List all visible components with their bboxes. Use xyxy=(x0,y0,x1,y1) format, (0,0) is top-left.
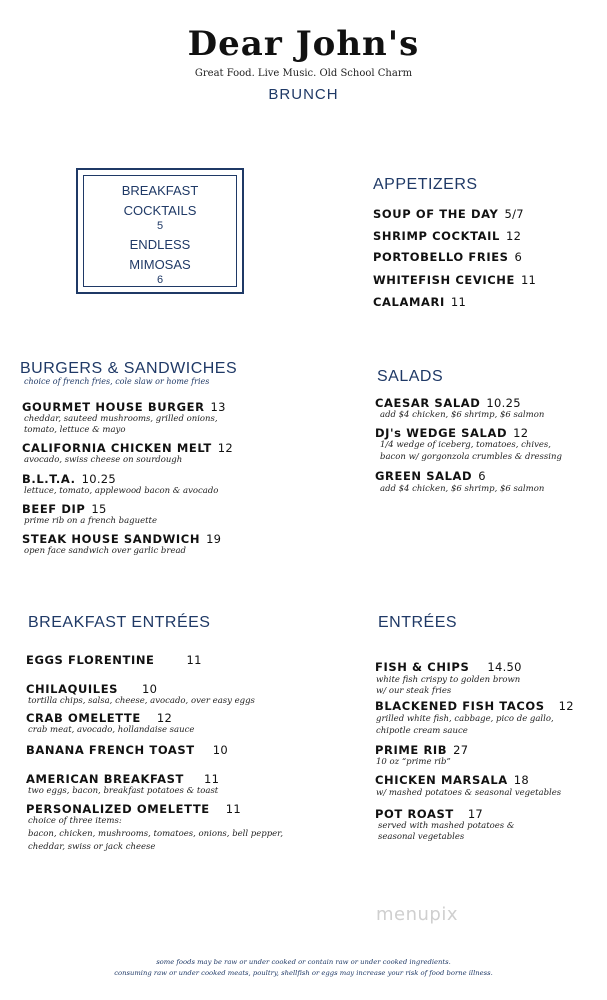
restaurant-title: Dear John's xyxy=(187,24,420,64)
item-description: avocado, swiss cheese on sourdough xyxy=(24,455,183,465)
menu-item xyxy=(373,250,522,264)
item-description: 1/4 wedge of iceberg, tomatoes, chives, xyxy=(380,440,551,450)
item-description: choice of three items: xyxy=(28,816,122,826)
special-line: COCKTAILS xyxy=(123,203,197,218)
appetizers-heading: APPETIZERS xyxy=(373,176,478,193)
menu-item xyxy=(373,295,466,309)
menu-item xyxy=(373,273,536,287)
item-description: w/ our steak fries xyxy=(376,686,452,696)
item-description: two eggs, bacon, breakfast potatoes & toast xyxy=(28,786,219,796)
item-price: 6 xyxy=(478,469,486,483)
item-price: 12 xyxy=(513,426,529,440)
item-description: open face sandwich over garlic bread xyxy=(24,546,186,556)
item-name: CALAMARI xyxy=(373,295,445,309)
item-name: CHILAQUILES xyxy=(26,682,119,696)
menu-item xyxy=(26,743,228,757)
item-name: CRAB OMELETTE xyxy=(26,711,141,725)
special-line: ENDLESS xyxy=(129,237,191,252)
menu-subtitle: BRUNCH xyxy=(268,86,339,103)
menu-item xyxy=(375,660,522,674)
item-price: 11 xyxy=(186,653,202,667)
item-price: 12 xyxy=(217,441,234,455)
item-description: add $4 chicken, $6 shrimp, $6 salmon xyxy=(380,484,545,494)
special-price: 6 xyxy=(156,274,164,286)
item-description: bacon w/ gorgonzola crumbles & dressing xyxy=(380,452,562,462)
item-name: FISH & CHIPS xyxy=(375,660,470,674)
menu-item xyxy=(375,743,468,757)
item-description: bacon, chicken, mushrooms, tomatoes, onions, bell pepper, xyxy=(28,829,284,839)
menu-item xyxy=(22,400,226,414)
item-description: 10 oz “prime rib” xyxy=(376,757,451,767)
item-description: seasonal vegetables xyxy=(378,832,465,842)
menu-item xyxy=(26,772,219,786)
item-description: crab meat, avocado, hollandaise sauce xyxy=(28,725,195,735)
item-price: 10.25 xyxy=(81,472,117,486)
breakfast-heading: BREAKFAST ENTRÉES xyxy=(28,614,211,631)
menu-item xyxy=(375,469,486,483)
menu-item xyxy=(375,807,483,821)
item-name: CAESAR SALAD xyxy=(375,396,481,410)
item-name: EGGS FLORENTINE xyxy=(26,653,155,667)
item-price: 11 xyxy=(520,273,537,287)
item-description: w/ mashed potatoes & seasonal vegetables xyxy=(376,788,562,798)
menu-item xyxy=(375,426,528,440)
item-price: 12 xyxy=(505,229,522,243)
salads-heading: SALADS xyxy=(377,368,444,385)
item-price: 15 xyxy=(91,502,107,516)
menu-item xyxy=(22,532,221,546)
menu-item xyxy=(22,502,107,516)
item-name: STEAK HOUSE SANDWICH xyxy=(22,532,201,546)
item-price: 6 xyxy=(514,250,523,264)
item-price: 17 xyxy=(467,807,484,821)
item-name: SHRIMP COCKTAIL xyxy=(373,229,500,243)
item-name: SOUP OF THE DAY xyxy=(373,207,499,221)
item-name: WHITEFISH CEVICHE xyxy=(373,273,515,287)
item-price: 10 xyxy=(142,682,158,696)
item-description: add $4 chicken, $6 shrimp, $6 salmon xyxy=(380,410,545,420)
item-name: PRIME RIB xyxy=(375,743,448,757)
item-price: 14.50 xyxy=(487,660,522,674)
item-price: 10.25 xyxy=(486,396,521,410)
item-name: POT ROAST xyxy=(375,807,454,821)
menu-item xyxy=(373,207,524,221)
item-price: 12 xyxy=(156,711,173,725)
menu-item xyxy=(26,802,241,816)
item-description: chipotle cream sauce xyxy=(376,726,468,736)
item-name: CHICKEN MARSALA xyxy=(375,773,508,787)
special-line: MIMOSAS xyxy=(129,257,191,272)
item-description: tomato, lettuce & mayo xyxy=(24,425,126,435)
menu-item xyxy=(375,773,529,787)
special-price: 5 xyxy=(156,220,164,232)
menu-item xyxy=(375,699,574,713)
item-name: BANANA FRENCH TOAST xyxy=(26,743,195,757)
menu-item xyxy=(373,229,521,243)
item-description: cheddar, swiss or jack cheese xyxy=(28,842,156,852)
item-name: DJ's WEDGE SALAD xyxy=(375,426,508,440)
item-description: white fish crispy to golden brown xyxy=(376,675,521,685)
item-description: cheddar, sauteed mushrooms, grilled onions, xyxy=(24,414,218,424)
item-name: BEEF DIP xyxy=(22,502,86,516)
burgers-heading: BURGERS & SANDWICHES xyxy=(20,360,238,377)
item-price: 11 xyxy=(203,772,220,786)
item-description: prime rib on a french baguette xyxy=(24,516,157,526)
item-name: GREEN SALAD xyxy=(375,469,473,483)
item-name: AMERICAN BREAKFAST xyxy=(26,772,184,786)
item-price: 19 xyxy=(206,532,222,546)
special-line: BREAKFAST xyxy=(121,183,199,198)
item-price: 5/7 xyxy=(504,207,524,221)
item-price: 18 xyxy=(513,773,530,787)
footer-disclaimer: some foods may be raw or under cooked or contain raw or under cooked ingredients. xyxy=(156,958,451,966)
footer-disclaimer: consuming raw or under cooked meats, poultry, shellfish or eggs may increase your risk of food borne illness. xyxy=(114,969,493,977)
item-name: BLACKENED FISH TACOS xyxy=(375,699,545,713)
menu-item xyxy=(26,711,172,725)
item-description: grilled white fish, cabbage, pico de gallo, xyxy=(376,714,554,724)
item-description: lettuce, tomato, applewood bacon & avocado xyxy=(24,486,219,496)
item-name: PERSONALIZED OMELETTE xyxy=(26,802,210,816)
item-price: 10 xyxy=(212,743,228,757)
item-name: CALIFORNIA CHICKEN MELT xyxy=(22,441,212,455)
item-price: 11 xyxy=(225,802,241,816)
item-name: PORTOBELLO FRIES xyxy=(373,250,509,264)
item-price: 12 xyxy=(558,699,574,713)
tagline: Great Food. Live Music. Old School Charm xyxy=(194,68,413,79)
entrees-heading: ENTRÉES xyxy=(378,614,458,631)
menu-item xyxy=(26,653,202,667)
menu-item xyxy=(22,441,233,455)
watermark: menupix xyxy=(376,904,459,925)
specials-box xyxy=(76,168,244,294)
item-price: 11 xyxy=(450,295,467,309)
item-name: B.L.T.A. xyxy=(22,472,76,486)
item-name: GOURMET HOUSE BURGER xyxy=(22,400,205,414)
item-description: tortilla chips, salsa, cheese, avocado, over easy eggs xyxy=(28,696,255,706)
burgers-note: choice of french fries, cole slaw or home fries xyxy=(24,377,210,386)
menu-item xyxy=(375,396,521,410)
item-price: 27 xyxy=(453,743,469,757)
item-price: 13 xyxy=(210,400,226,414)
menu-item xyxy=(22,472,116,486)
menu-item xyxy=(26,682,157,696)
item-description: served with mashed potatoes & xyxy=(378,821,515,831)
